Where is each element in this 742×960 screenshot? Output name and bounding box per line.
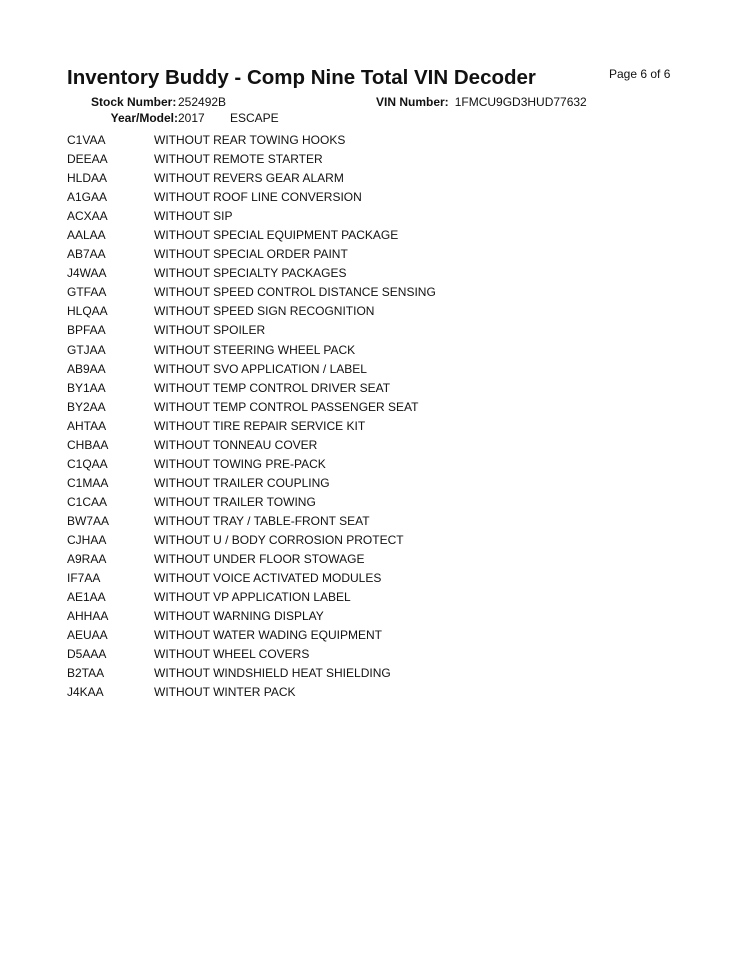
- option-description: WITHOUT SVO APPLICATION / LABEL: [154, 361, 367, 376]
- option-description: WITHOUT SPECIAL ORDER PAINT: [154, 247, 348, 262]
- option-description: WITHOUT TEMP CONTROL PASSENGER SEAT: [154, 399, 419, 414]
- option-code: C1CAA: [67, 494, 108, 509]
- option-row: [67, 283, 687, 302]
- option-code: C1QAA: [67, 456, 108, 471]
- option-description: WITHOUT ROOF LINE CONVERSION: [154, 190, 362, 205]
- option-description: WITHOUT SPECIAL EQUIPMENT PACKAGE: [154, 228, 399, 243]
- page-indicator: Page 6 of 6: [609, 67, 671, 81]
- option-row: [67, 569, 687, 588]
- option-description: WITHOUT TRAILER TOWING: [154, 494, 316, 509]
- option-code: J4WAA: [67, 266, 107, 281]
- option-row: [67, 493, 687, 512]
- option-code: GTFAA: [67, 285, 107, 300]
- option-description: WITHOUT SPEED CONTROL DISTANCE SENSING: [154, 285, 436, 300]
- option-code: J4KAA: [67, 685, 104, 700]
- option-code: B2TAA: [67, 666, 105, 681]
- option-description: WITHOUT WINDSHIELD HEAT SHIELDING: [154, 666, 391, 681]
- option-row: [67, 302, 687, 321]
- option-row: [67, 607, 687, 626]
- option-description: WITHOUT SPECIALTY PACKAGES: [154, 266, 347, 281]
- option-code: AHHAA: [67, 609, 109, 624]
- option-row: [67, 379, 687, 398]
- option-row: [67, 245, 687, 264]
- option-row: [67, 512, 687, 531]
- year-value: 2017: [178, 111, 205, 125]
- option-row: [67, 226, 687, 245]
- option-description: WITHOUT STEERING WHEEL PACK: [154, 342, 356, 357]
- option-description: WITHOUT SPOILER: [154, 323, 266, 338]
- option-code: AHTAA: [67, 418, 107, 433]
- option-row: [67, 169, 687, 188]
- option-row: [67, 398, 687, 417]
- stock-number-row: [91, 95, 226, 109]
- year-model-row: [91, 111, 279, 125]
- option-code: ACXAA: [67, 209, 108, 224]
- option-code: IF7AA: [67, 571, 101, 586]
- vin-number-row: [376, 95, 587, 109]
- option-row: [67, 588, 687, 607]
- option-row: [67, 131, 687, 150]
- stock-number-label: Stock Number:: [91, 95, 177, 109]
- option-row: [67, 683, 687, 702]
- option-description: WITHOUT REMOTE STARTER: [154, 152, 323, 167]
- option-description: WITHOUT TONNEAU COVER: [154, 437, 318, 452]
- option-code: CJHAA: [67, 532, 107, 547]
- option-description: WITHOUT TOWING PRE-PACK: [154, 456, 326, 471]
- option-code: HLDAA: [67, 171, 108, 186]
- option-row: [67, 645, 687, 664]
- option-code: DEEAA: [67, 152, 108, 167]
- option-code: A1GAA: [67, 190, 108, 205]
- option-description: WITHOUT TIRE REPAIR SERVICE KIT: [154, 418, 366, 433]
- option-row: [67, 207, 687, 226]
- option-row: [67, 436, 687, 455]
- option-row: [67, 360, 687, 379]
- option-description: WITHOUT TRAY / TABLE-FRONT SEAT: [154, 513, 370, 528]
- option-row: [67, 664, 687, 683]
- option-description: WITHOUT REAR TOWING HOOKS: [154, 133, 346, 147]
- option-row: [67, 455, 687, 474]
- option-row: [67, 531, 687, 550]
- page-title: Inventory Buddy - Comp Nine Total VIN Decoder: [67, 66, 536, 89]
- model-value: ESCAPE: [230, 111, 279, 125]
- option-description: WITHOUT VOICE ACTIVATED MODULES: [154, 571, 382, 586]
- vin-number-value: 1FMCU9GD3HUD77632: [454, 95, 587, 109]
- option-description: WITHOUT SIP: [154, 209, 233, 224]
- option-description: WITHOUT VP APPLICATION LABEL: [154, 590, 351, 605]
- option-row: [67, 417, 687, 436]
- option-description: WITHOUT WATER WADING EQUIPMENT: [154, 628, 382, 643]
- option-code: AALAA: [67, 228, 106, 243]
- option-code: D5AAA: [67, 647, 107, 662]
- option-row: [67, 550, 687, 569]
- option-description: WITHOUT WINTER PACK: [154, 685, 296, 700]
- option-row: [67, 626, 687, 645]
- option-code: GTJAA: [67, 342, 106, 357]
- year-model-label: Year/Model:: [110, 111, 178, 125]
- option-description: WITHOUT WHEEL COVERS: [154, 647, 310, 662]
- option-description: WITHOUT WARNING DISPLAY: [154, 609, 324, 624]
- option-description: WITHOUT SPEED SIGN RECOGNITION: [154, 304, 375, 319]
- option-description: WITHOUT U / BODY CORROSION PROTECT: [154, 532, 404, 547]
- option-code: CHBAA: [67, 437, 109, 452]
- option-code: C1MAA: [67, 475, 109, 490]
- vin-number-label: VIN Number:: [376, 95, 449, 109]
- option-code: AE1AA: [67, 590, 106, 605]
- option-description: WITHOUT TRAILER COUPLING: [154, 475, 330, 490]
- option-code: BPFAA: [67, 323, 106, 338]
- option-description: WITHOUT UNDER FLOOR STOWAGE: [154, 552, 365, 567]
- option-code-list: [67, 131, 687, 702]
- option-row: [67, 474, 687, 493]
- option-code: AB9AA: [67, 361, 106, 376]
- option-description: WITHOUT TEMP CONTROL DRIVER SEAT: [154, 380, 391, 395]
- option-code: BY2AA: [67, 399, 106, 414]
- option-code: BY1AA: [67, 380, 106, 395]
- option-row: [67, 264, 687, 283]
- option-code: HLQAA: [67, 304, 108, 319]
- option-code: C1VAA: [67, 133, 106, 147]
- option-row: [67, 150, 687, 169]
- option-row: [67, 188, 687, 207]
- option-description: WITHOUT REVERS GEAR ALARM: [154, 171, 344, 186]
- option-code: BW7AA: [67, 513, 110, 528]
- option-row: [67, 341, 687, 360]
- option-row: [67, 321, 687, 340]
- option-code: AB7AA: [67, 247, 106, 262]
- stock-number-value: 252492B: [178, 95, 227, 109]
- option-code: AEUAA: [67, 628, 108, 643]
- option-code: A9RAA: [67, 552, 107, 567]
